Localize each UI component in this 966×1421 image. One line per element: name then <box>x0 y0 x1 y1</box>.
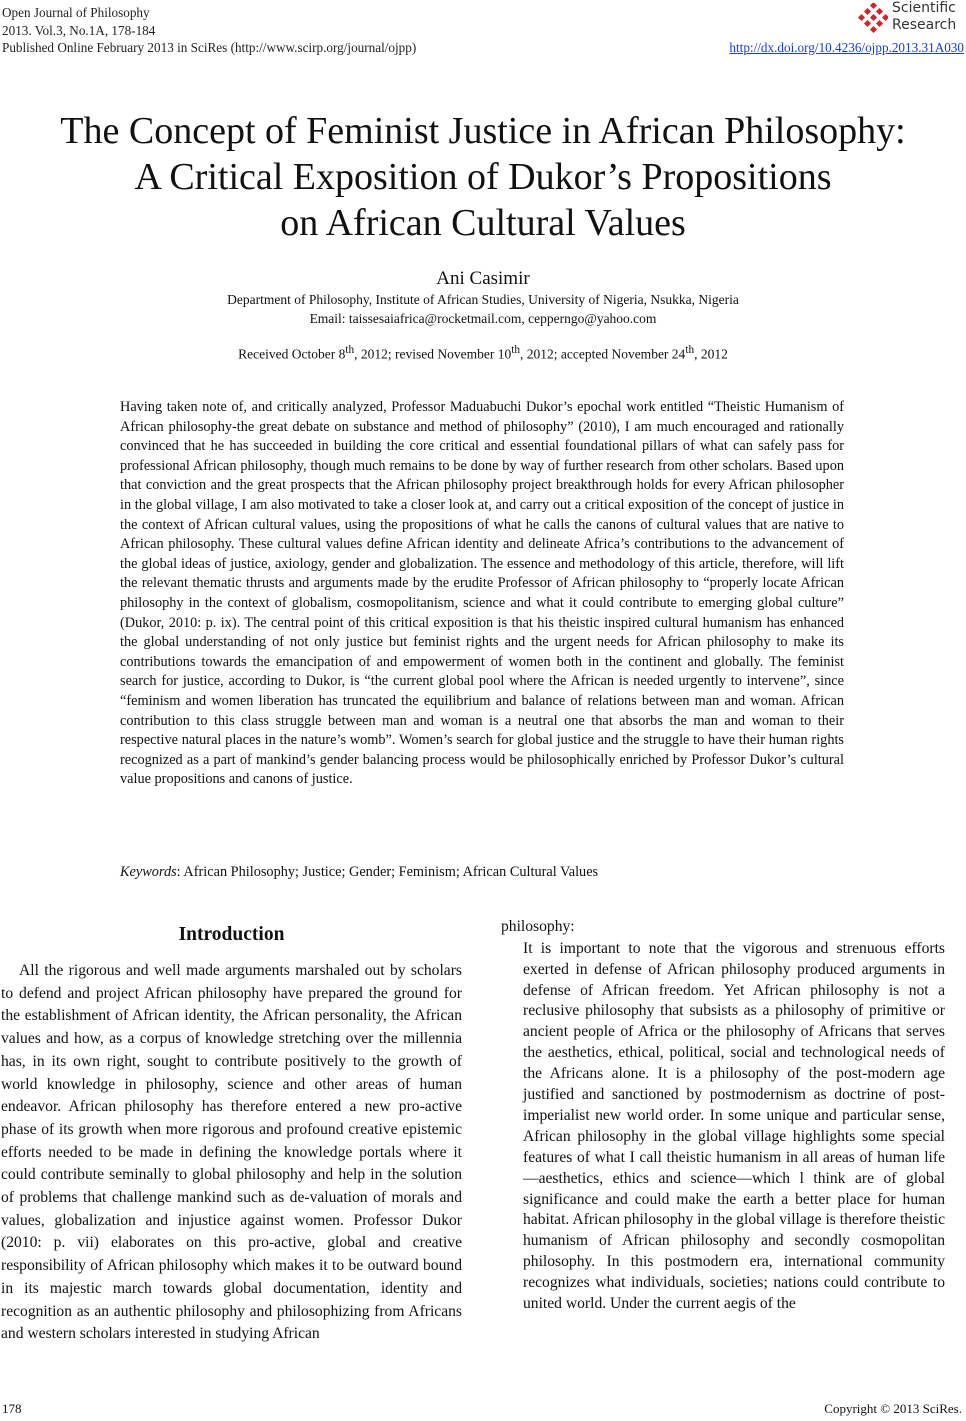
paper-title <box>0 108 966 246</box>
doi-link[interactable]: http://dx.doi.org/10.4236/ojpp.2013.31A030 <box>729 40 964 55</box>
journal-header <box>2 4 416 57</box>
copyright: Copyright © 2013 SciRes. <box>824 1401 962 1416</box>
logo-word-scientific: Scientific <box>892 0 956 16</box>
logo-word-research: Research <box>892 17 957 33</box>
affiliation: Department of Philosophy, Institute of African Studies, University of Nigeria, Nsukka, Nigeria <box>227 292 739 307</box>
scientific-research-logo <box>858 0 958 36</box>
block-quote: It is important to note that the vigorous and strenuous efforts exerted in defense of African philosophy produced arguments in defense of African freedom. Yet African philosophy is not a reclusive philosophy that subsists as a philosophy of primitive or ancient people of Africa or the philosophy of Africans that serves the aesthetics, ethical, political, social and technological needs of the Africans alone. It is a philosophy of the post-modern age justified and sanctioned by postmodernism as doctrine of post-imperialist new world order. In some unique and particular sense, African philosophy in the global village highlights some special features of what I call theistic humanism in all areas of human life—aesthetics, ethics and science—which l think are of global significance and could make the earth a better place for human habitat. African philosophy in the global village is therefore theistic humanism of African philosophy and secondly cosmopolitan philosophy. In this postmodern era, international community recognizes what individuals, societies; nations could contribute to united world. Under the current aegis of the <box>523 939 945 1313</box>
abstract: Having taken note of, and critically analyzed, Professor Maduabuchi Dukor’s epochal work entitled “Theistic Humanism of African philosophy-the great debate on substance and method of philosophy” (2010), I am much encouraged and rationally convinced that he has succeeded in building the core critical and essential foundational pillars of what can safely pass for professional African philosophy, though much remains to be done by way of further research from other scholars. Based upon that conviction and the great prospects that the African philosophy project breakthrough holds for every African philosopher in the global village, I am also motivated to take a closer look at, and carry out a critical exposition of the concept of justice in the context of African cultural values, using the propositions of what he calls the canons of cultural values that are native to African philosophy. These cultural values define African identity and delineate Africa’s contributions to the advancement of the global ideas of justice, axiology, gender and globalization. The essence and methodology of this article, therefore, will lift the relevant thematic thrusts and arguments made by the erudite Professor of African philosophy to “properly locate African philosophy in the context of globalism, cosmopolitanism, science and what it could contribute to emerging global culture” (Dukor, 2010: p. ix). The central point of this critical exposition is that his theistic inspired cultural humanism has enhanced the global understanding of not only justice but feminist rights and the urgent needs for African philosophy to make its contributions towards the emancipation of and empowerment of women both in the continent and globally. The feminist search for justice, according to Dukor, is “the current global pool where the African is needed urgently to intervene”, since “feminism and women liberation has truncated the equilibrium and balance of relations between man and woman. African contribution to this class struggle between man and woman is a neutral one that absorbs the man and woman to their respective natural places in the nature’s womb”. Women’s search for global justice and the struggle to have their human rights recognized as a part of mankind’s gender balancing process would be philosophically enriched by Professor Dukor’s cultural value propositions and canons of justice. <box>120 399 844 788</box>
author-affiliation-block <box>0 290 966 328</box>
diamond-logo-icon <box>858 3 888 33</box>
title-line-1: The Concept of Feminist Justice in African Philosophy: <box>60 110 906 152</box>
journal-name: Open Journal of Philosophy <box>2 5 150 20</box>
author-email: Email: taissesaiafrica@rocketmail.com, cepperngo@yahoo.com <box>309 311 657 326</box>
keywords <box>120 864 844 881</box>
publication-info: Published Online February 2013 in SciRes (http://www.scirp.org/journal/ojpp) <box>2 40 417 55</box>
received-dates <box>0 344 966 363</box>
left-column <box>1 920 462 1346</box>
keywords-list: : African Philosophy; Justice; Gender; Feminism; African Cultural Values <box>176 864 599 880</box>
author-name: Ani Casimir <box>436 268 530 289</box>
ordinal-suffix: th <box>511 344 520 356</box>
title-line-3: on African Cultural Values <box>280 202 686 244</box>
right-column <box>501 916 945 1315</box>
page-number: 178 <box>2 1401 22 1416</box>
ordinal-suffix: th <box>685 344 695 356</box>
introduction-paragraph: All the rigorous and well made arguments marshaled out by scholars to defend and project African philosophy have prepared the ground for the establishment of African identity, the African personality, the African values and how, as a corpus of knowledge stretching over the millennia has, in its own right, sought to contribute positively to the growth of world knowledge in philosophy, science and other areas of human endeavor. African philosophy has therefore entered a new pro-active phase of its growth when more rigorous and profound creative epistemic efforts needed to be made in defining the knowledge portals where it could contribute seminally to global philosophy and help in the solution of problems that challenge mankind such as de-valuation of morals and values, globalization and injustice against women. Professor Dukor (2010: p. vii) elaborates on this pro-active, global and creative responsibility of African philosophy which makes it to be outward bound in its majestic march towards global documentation, identity and recognition as an authentic philosophy and philosophizing from Africans and western scholars interested in studying African <box>1 962 462 1343</box>
received-date: Received October 8 <box>238 346 346 362</box>
journal-volume: 2013. Vol.3, No.1A, 178-184 <box>2 22 156 38</box>
title-line-2: A Critical Exposition of Dukor’s Propositions <box>134 156 832 198</box>
keywords-label: Keywords <box>120 864 177 880</box>
section-heading-introduction: Introduction <box>178 924 285 945</box>
ordinal-suffix: th <box>345 344 355 356</box>
date-year: , 2012 <box>694 346 728 362</box>
accepted-date: , 2012; accepted November 24 <box>519 346 686 362</box>
logo-text <box>892 0 956 34</box>
continued-text: philosophy: <box>501 918 575 935</box>
revised-date: , 2012; revised November 10 <box>354 346 512 362</box>
